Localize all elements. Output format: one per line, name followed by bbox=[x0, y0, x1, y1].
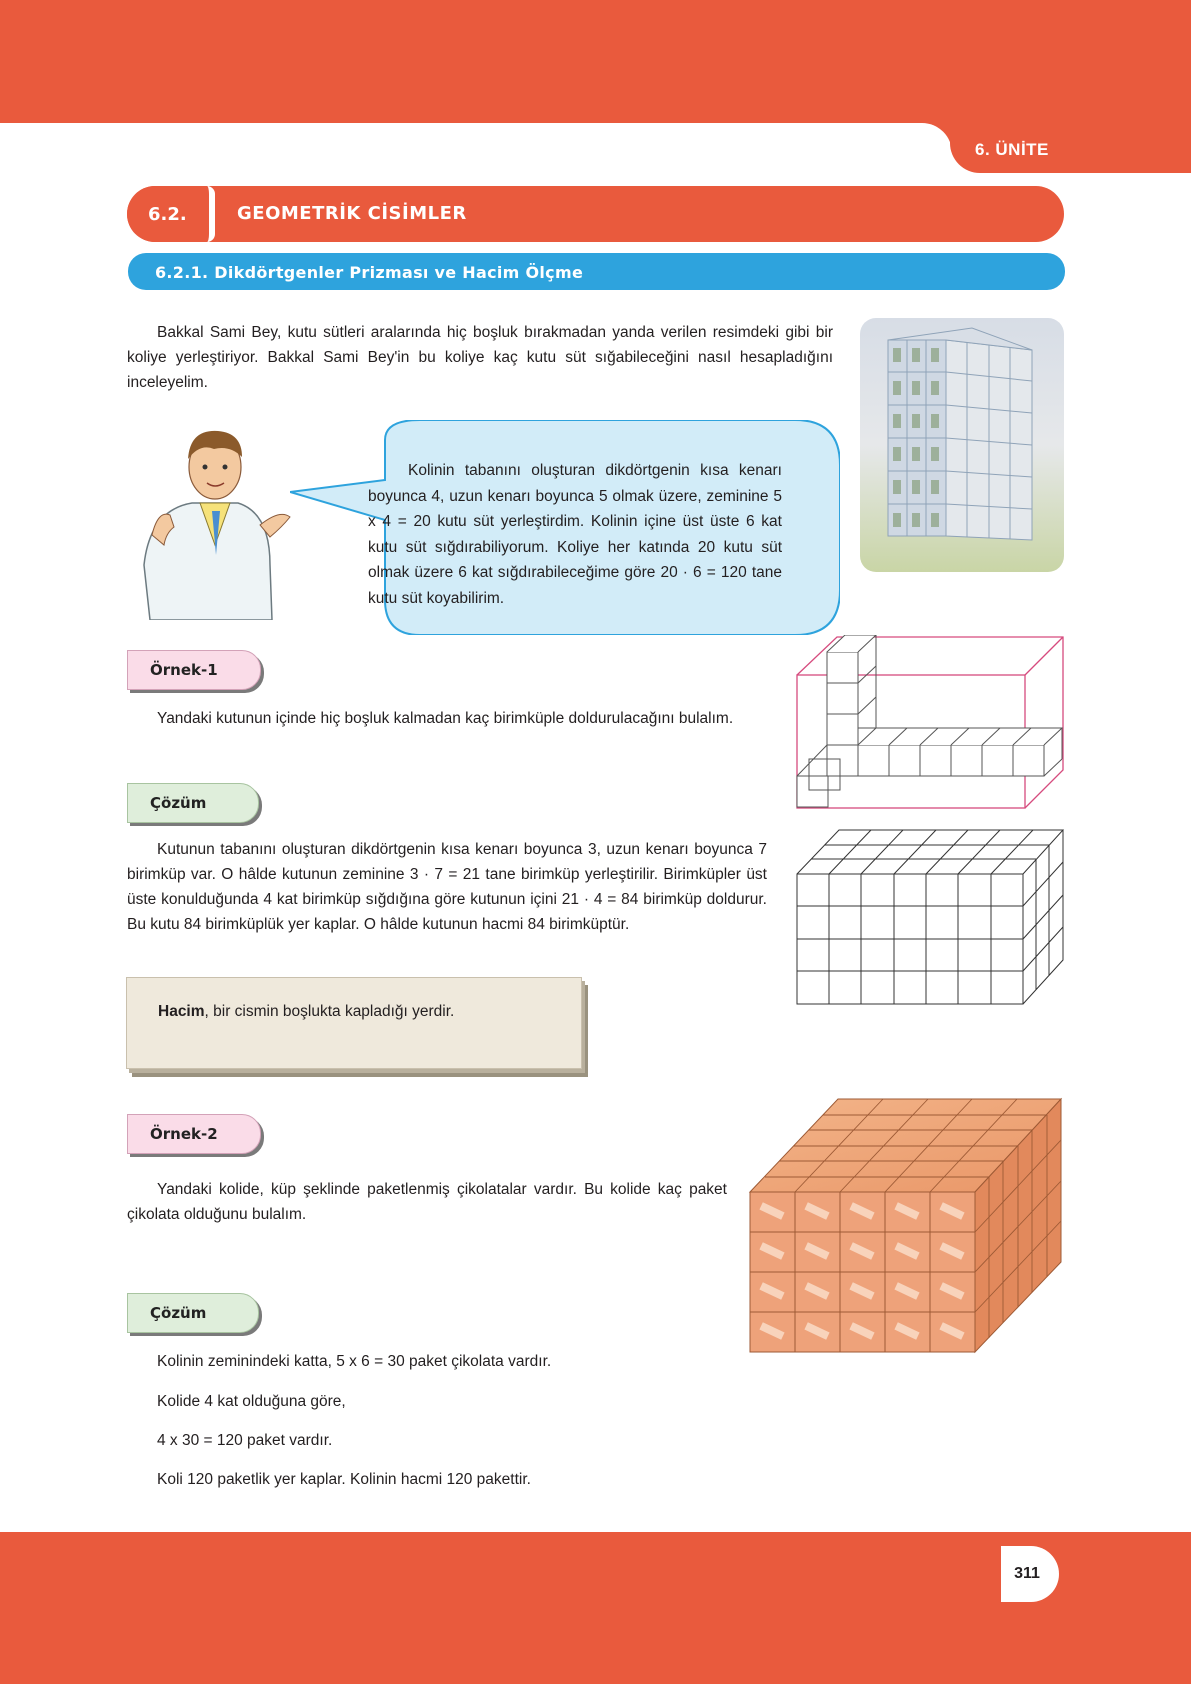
solution-2-line: Kolinin zeminindeki katta, 5 x 6 = 30 paket çikolata vardır. bbox=[157, 1353, 552, 1370]
definition-note-card bbox=[126, 977, 582, 1069]
section-title: GEOMETRİK CİSİMLER bbox=[237, 203, 467, 224]
unit-label: 6. ÜNİTE bbox=[975, 140, 1049, 159]
milk-cartons-image bbox=[860, 318, 1064, 572]
example-1-text: Yandaki kutunun içinde hiç boşluk kalmadan kaç birimküple doldurulacağını bulalım. bbox=[157, 710, 734, 727]
solution-2-line: 4 x 30 = 120 paket vardır. bbox=[157, 1432, 333, 1449]
intro-paragraph: Bakkal Sami Bey, kutu sütleri aralarında hiç boşluk bırakmadan yanda verilen resimdeki gibi bir koliye yerleştiriyor. Bakkal Sami Bey'in bu koliye kaç kutu süt sığabileceğini nasıl hesapladığını inceleyelim. bbox=[127, 324, 833, 391]
unit-cube-grid-box bbox=[795, 828, 1065, 1006]
solution-2-tab: Çözüm bbox=[127, 1293, 259, 1333]
definition-term: Hacim bbox=[158, 1003, 205, 1020]
header-band bbox=[0, 0, 1191, 123]
definition-note-text bbox=[158, 1003, 454, 1021]
chocolate-packages-cube bbox=[748, 1097, 1063, 1354]
teacher-illustration bbox=[130, 415, 305, 620]
subsection-title: 6.2.1. Dikdörtgenler Prizması ve Hacim Ölçme bbox=[155, 263, 584, 282]
example-2-tab: Örnek-2 bbox=[127, 1114, 261, 1154]
page-number: 311 bbox=[1014, 1565, 1040, 1582]
example-2-text: Yandaki kolide, küp şeklinde paketlenmiş çikolatalar vardır. Bu kolide kaç paket çikolata olduğunu bulalım. bbox=[127, 1181, 727, 1223]
definition-body: , bir cismin boşlukta kapladığı yerdir. bbox=[204, 1003, 455, 1020]
solution-1-text: Kutunun tabanını oluşturan dikdörtgenin kısa kenarı boyunca 3, uzun kenarı boyunca 7 birimküp var. O hâlde kutunun zeminine 3 · 7 = 21 tane birimküp yerleştirilir. Birimküpler üst üste konulduğunda 4 kat birimküp sığdığına göre kutunun içini 21 · 4 = 84 birimküp doldurur. Bu kutu 84 birimküplük yer kaplar. O hâlde kutunun hacmi 84 birimküptür. bbox=[127, 841, 767, 933]
speech-bubble-text: Kolinin tabanını oluşturan dikdörtgenin kısa kenarı boyunca 4, uzun kenarı boyunca 5 olmak üzere, zeminine 5 x 4 = 20 kutu süt yerleştirdim. Kolinin içine üst üste 6 kat kutu süt sığdırabiliyorum. Koliye her katında 20 kutu süt olmak üzere 6 kat sığdırabileceğime göre 20 · 6 = 120 tane kutu süt koyabilirim. bbox=[368, 462, 782, 607]
example-1-tab: Örnek-1 bbox=[127, 650, 261, 690]
solution-1-tab: Çözüm bbox=[127, 783, 259, 823]
section-number: 6.2. bbox=[148, 204, 187, 225]
box-with-unit-cubes bbox=[795, 635, 1065, 810]
solution-2-line: Koli 120 paketlik yer kaplar. Kolinin hacmi 120 pakettir. bbox=[157, 1471, 531, 1488]
solution-2-line: Kolide 4 kat olduğuna göre, bbox=[157, 1393, 346, 1410]
